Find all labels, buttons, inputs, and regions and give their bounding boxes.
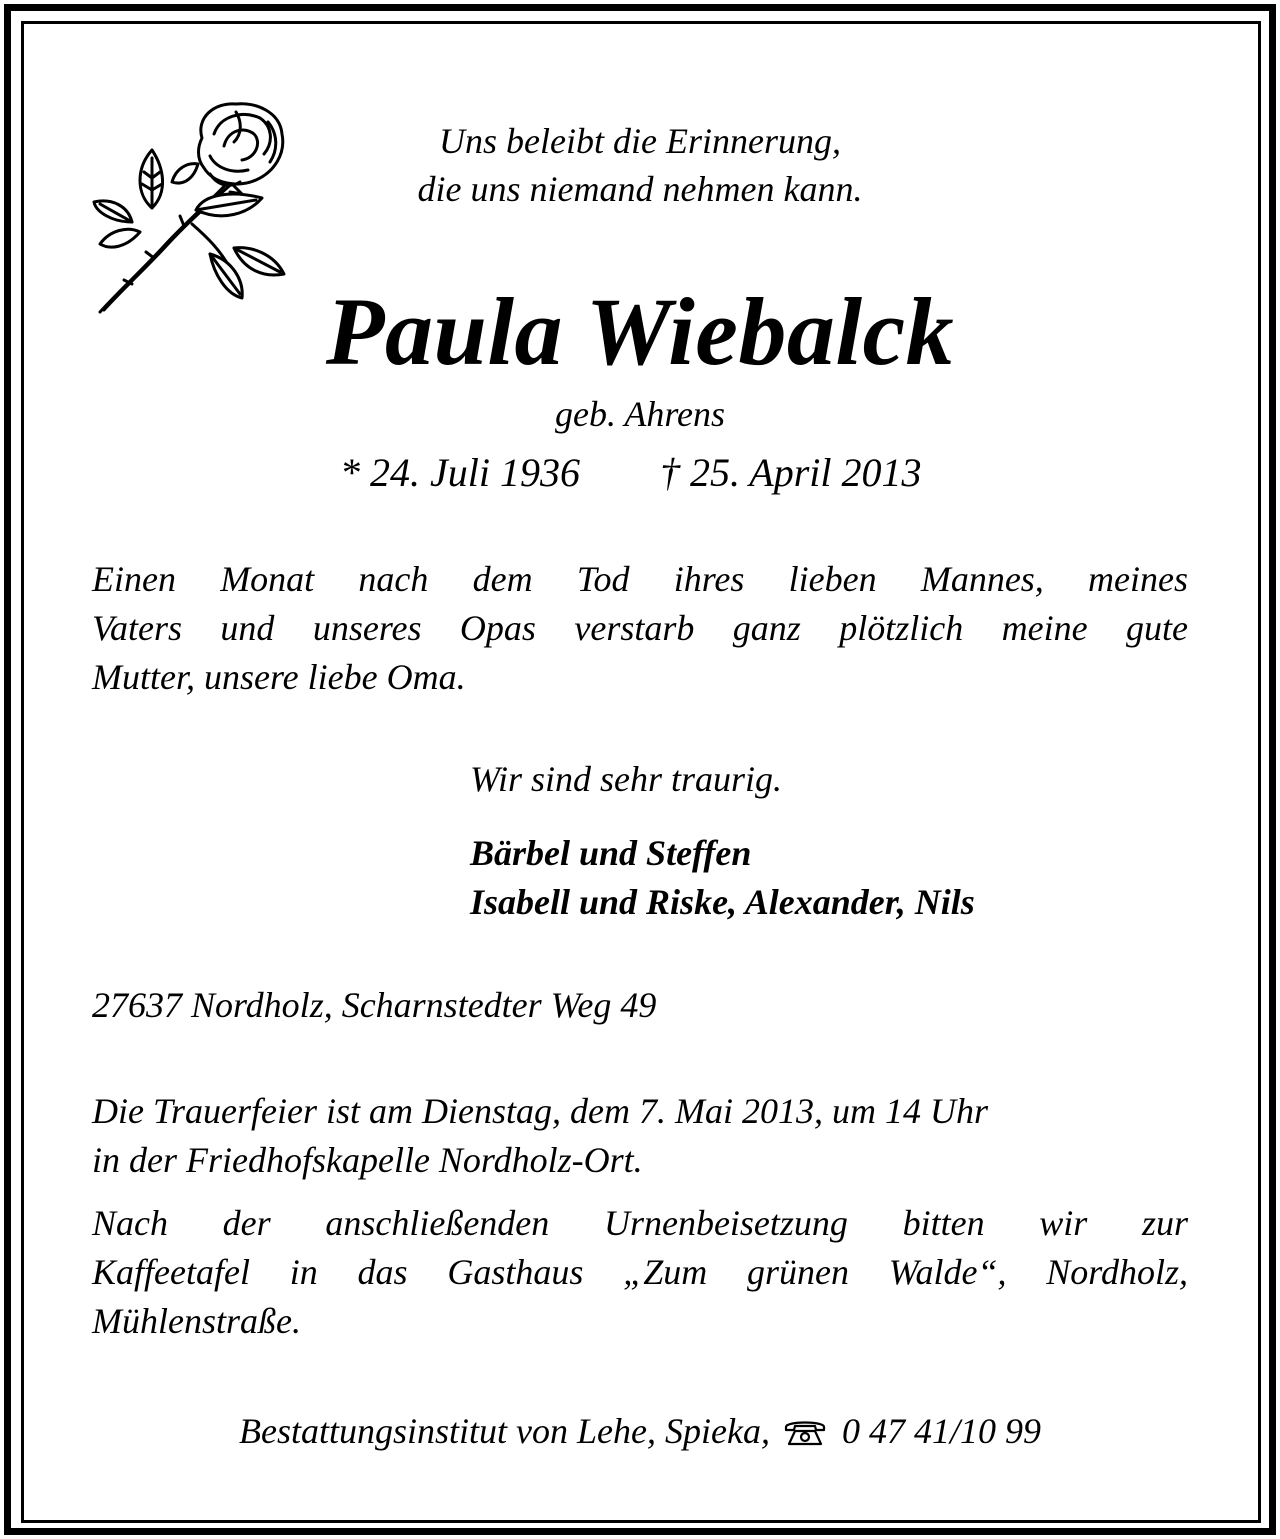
motto-line-2: die uns niemand nehmen kann. [417, 169, 863, 209]
reception-line-3: Mühlenstraße. [92, 1301, 301, 1341]
deceased-name: Paula Wiebalck [325, 278, 955, 385]
birth-name: geb. Ahrens [555, 394, 725, 434]
phone-number: 0 47 41/10 99 [841, 1411, 1041, 1451]
motto-line-1: Uns beleibt die Erinnerung, [439, 121, 841, 161]
funeral-home-name: Bestattungsinstitut von Lehe, Spieka, [239, 1411, 770, 1451]
telephone-icon [783, 1417, 827, 1447]
family-line-1: Bärbel und Steffen [470, 833, 752, 873]
reception-line-2: Kaffeetafel in das Gasthaus „Zum grünen Walde“, Nordholz, [92, 1252, 1188, 1292]
address: 27637 Nordholz, Scharnstedter Weg 49 [92, 985, 657, 1025]
funeral-home-footer [0, 1406, 1280, 1456]
announcement-line-1: Einen Monat nach dem Tod ihres lieben Mannes, meines [92, 559, 1188, 599]
announcement-line-3: Mutter, unsere liebe Oma. [92, 657, 466, 697]
death-date: † 25. April 2013 [660, 450, 922, 495]
service-line-1: Die Trauerfeier ist am Dienstag, dem 7. Mai 2013, um 14 Uhr [92, 1091, 988, 1131]
mourning-line: Wir sind sehr traurig. [470, 759, 783, 799]
reception-line-1: Nach der anschließenden Urnenbeisetzung bitten wir zur [92, 1203, 1188, 1243]
birth-date: * 24. Juli 1936 [340, 450, 580, 495]
service-line-2: in der Friedhofskapelle Nordholz-Ort. [92, 1140, 643, 1180]
announcement-line-2: Vaters und unseres Opas verstarb ganz plötzlich meine gute [92, 608, 1188, 648]
family-line-2: Isabell und Riske, Alexander, Nils [470, 882, 975, 922]
